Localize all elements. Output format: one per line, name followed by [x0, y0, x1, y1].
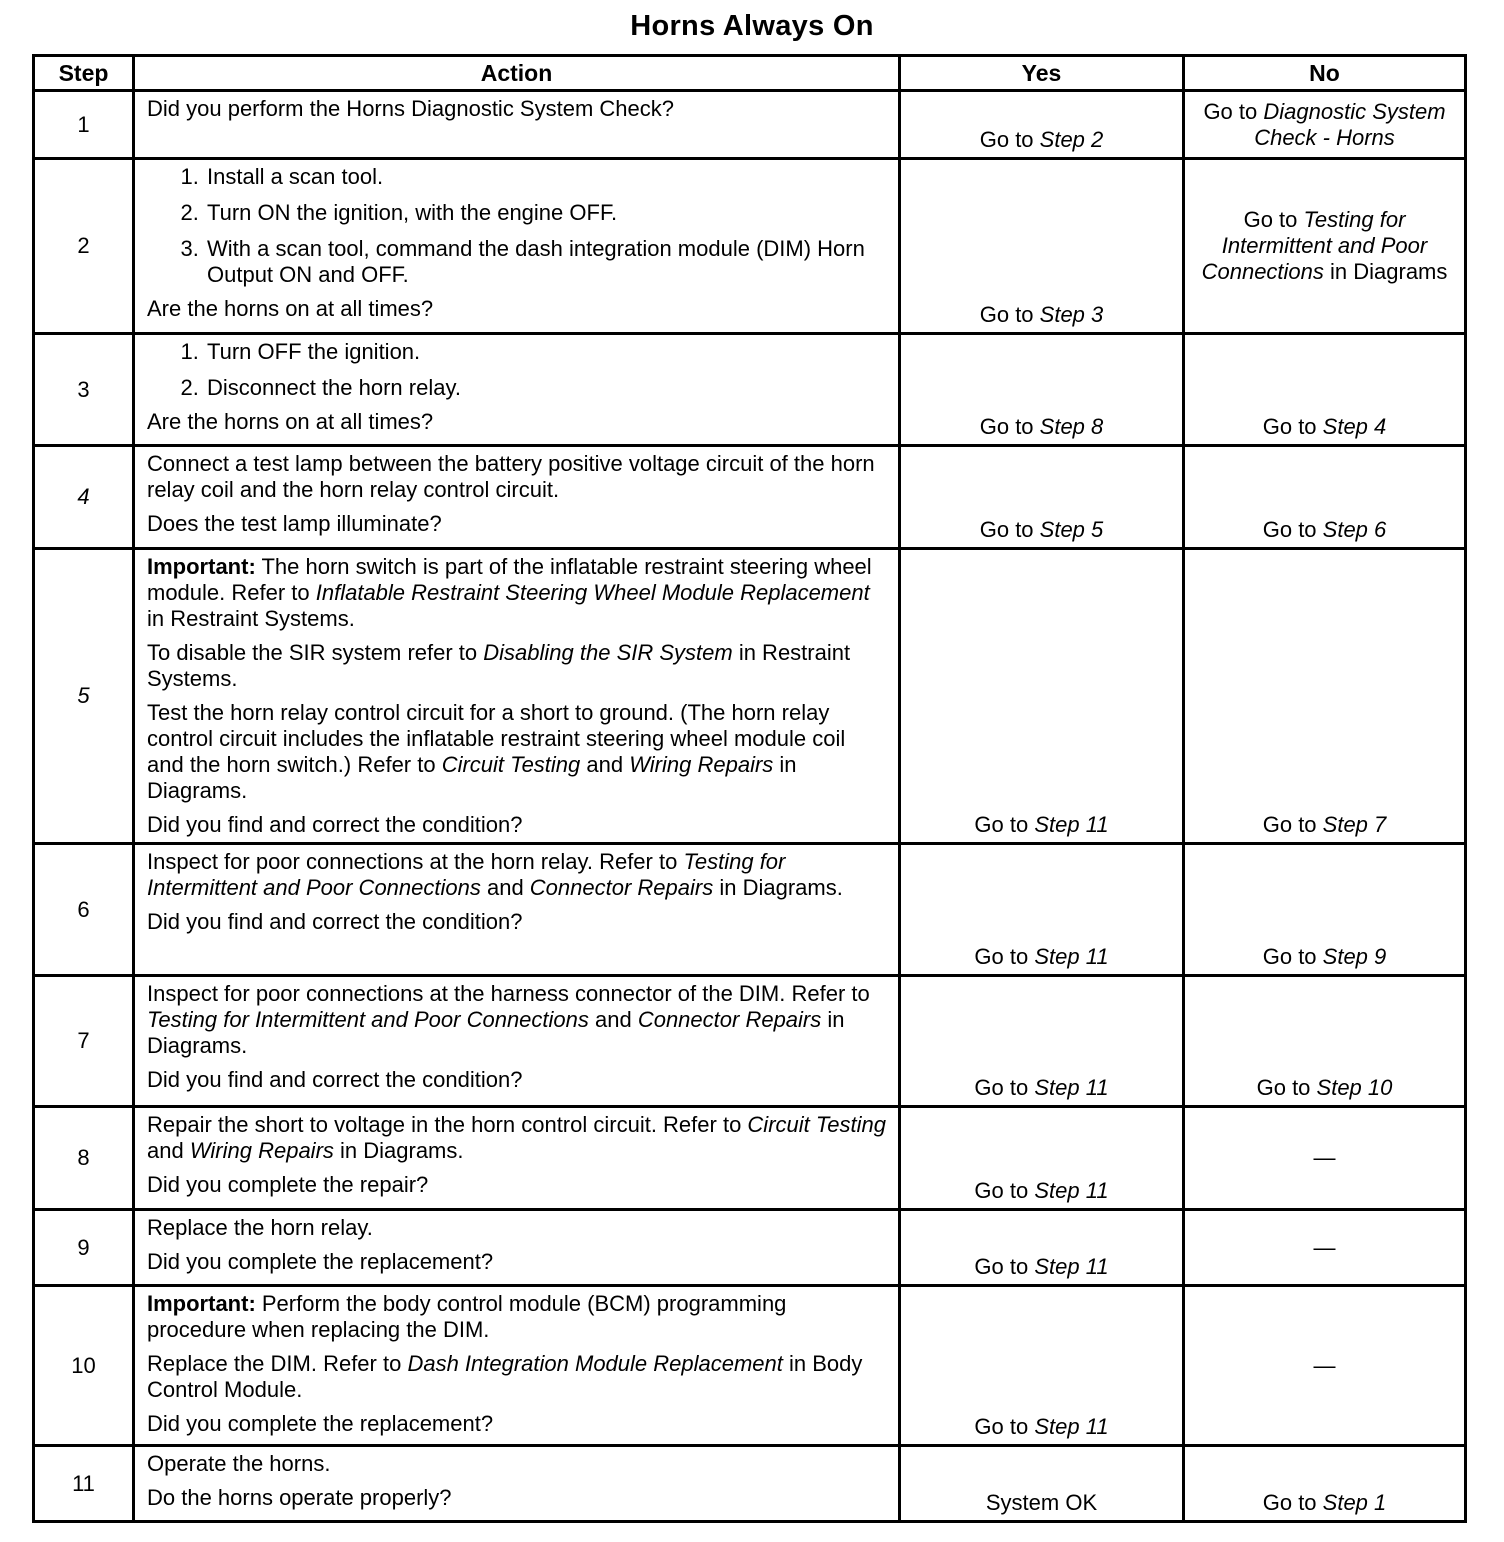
table-row: [34, 1286, 1466, 1446]
step-number: 7: [34, 976, 134, 1107]
yes-cell: [900, 446, 1184, 549]
table-row: [34, 91, 1466, 159]
yes-cell: [900, 159, 1184, 334]
table-row: [34, 446, 1466, 549]
no-link[interactable]: Step 7: [1322, 812, 1387, 837]
action-cell: [134, 1446, 900, 1522]
action-question: Did you find and correct the condition?: [147, 812, 523, 837]
action-cell: [134, 159, 900, 334]
no-cell: [1184, 1446, 1466, 1522]
text-part: Repair the short to voltage in the horn control circuit. Refer to: [147, 1112, 748, 1137]
action-question: Does the test lamp illuminate?: [147, 511, 442, 536]
text-part: Inspect for poor connections at the horn relay. Refer to: [147, 849, 684, 874]
no-link[interactable]: Step 6: [1322, 517, 1387, 542]
action-text: Connect a test lamp between the battery positive voltage circuit of the horn relay coil and the horn relay control circuit.: [147, 451, 875, 502]
reference-suffix: in Diagrams.: [147, 1007, 845, 1058]
yes-link[interactable]: Step 5: [1039, 517, 1104, 542]
action-question: Did you complete the repair?: [147, 1172, 429, 1197]
no-cell: [1184, 844, 1466, 976]
yes-prefix: Go to: [979, 127, 1040, 152]
yes-cell: [900, 1107, 1184, 1210]
header-action: Action: [134, 56, 900, 91]
action-cell: [134, 1107, 900, 1210]
reference-link[interactable]: Disabling the SIR System: [483, 640, 733, 665]
yes-prefix: Go to: [979, 302, 1040, 327]
reference-suffix: in Restraint Systems.: [147, 640, 851, 691]
step-number: 5: [34, 549, 134, 844]
action-text: Operate the horns.: [147, 1451, 331, 1476]
action-cell: [134, 1286, 900, 1446]
header-no: No: [1184, 56, 1466, 91]
page-title: Horns Always On: [630, 10, 874, 42]
yes-cell: [900, 1210, 1184, 1286]
action-cell: [134, 549, 900, 844]
table-row: [34, 1210, 1466, 1286]
no-dash: —: [1313, 1352, 1336, 1378]
list-item: 1. Turn OFF the ignition.: [205, 339, 886, 365]
yes-prefix: Go to: [979, 414, 1040, 439]
table-row: [34, 334, 1466, 446]
no-prefix: Go to: [1243, 207, 1304, 232]
yes-cell: [900, 549, 1184, 844]
no-cell: [1184, 334, 1466, 446]
yes-cell: [900, 334, 1184, 446]
yes-prefix: Go to: [974, 1178, 1035, 1203]
reference-link[interactable]: Testing for Intermittent and Poor Connections: [147, 1007, 589, 1032]
no-link[interactable]: Step 4: [1322, 414, 1387, 439]
instruction-list: [147, 164, 886, 288]
yes-link[interactable]: Step 11: [1034, 1254, 1109, 1279]
no-suffix: in Diagrams: [1323, 259, 1448, 284]
action-text: [147, 640, 886, 692]
reference-link[interactable]: Inflatable Restraint Steering Wheel Module Replacement: [315, 580, 870, 605]
action-cell: [134, 91, 900, 159]
reference-link[interactable]: Wiring Repairs: [189, 1138, 334, 1163]
diagnostic-table: [32, 54, 1467, 1523]
text-part: and: [480, 875, 530, 900]
action-question: Do the horns operate properly?: [147, 1485, 452, 1510]
yes-cell: [900, 976, 1184, 1107]
reference-link[interactable]: Testing for Intermittent and Poor Connections: [147, 849, 786, 900]
text-part: and: [588, 1007, 638, 1032]
step-number: 1: [34, 91, 134, 159]
no-link[interactable]: Testing for Intermittent and Poor Connections: [1201, 207, 1428, 284]
yes-cell: [900, 91, 1184, 159]
header-step: Step: [34, 56, 134, 91]
text-part: and: [580, 752, 630, 777]
reference-link[interactable]: Connector Repairs: [529, 875, 714, 900]
action-text: [147, 1351, 886, 1403]
no-cell: [1184, 159, 1466, 334]
no-prefix: Go to: [1262, 812, 1323, 837]
important-text: The horn switch is part of the inflatable restraint steering wheel module. Refer to: [147, 554, 872, 605]
action-question: Did you find and correct the condition?: [147, 909, 523, 934]
action-cell: [134, 844, 900, 976]
instruction-list: [147, 339, 886, 401]
step-number: 6: [34, 844, 134, 976]
no-cell: [1184, 1107, 1466, 1210]
table-row: [34, 976, 1466, 1107]
step-number: 10: [34, 1286, 134, 1446]
header-yes: Yes: [900, 56, 1184, 91]
reference-link[interactable]: Circuit Testing: [747, 1112, 886, 1137]
step-number: 9: [34, 1210, 134, 1286]
yes-link[interactable]: Step 11: [1034, 944, 1109, 969]
important-label: Important:: [147, 1291, 256, 1316]
table-row: [34, 159, 1466, 334]
no-cell: [1184, 1210, 1466, 1286]
yes-link[interactable]: Step 2: [1039, 127, 1104, 152]
no-dash: —: [1313, 1234, 1336, 1260]
no-cell: [1184, 1286, 1466, 1446]
yes-link[interactable]: Step 11: [1034, 1178, 1109, 1203]
step-number: 3: [34, 334, 134, 446]
yes-cell: [900, 1286, 1184, 1446]
step-number: 8: [34, 1107, 134, 1210]
no-cell: [1184, 446, 1466, 549]
reference-suffix: in Diagrams.: [713, 875, 843, 900]
no-link[interactable]: Step 10: [1316, 1075, 1393, 1100]
reference-link[interactable]: Dash Integration Module Replacement: [407, 1351, 783, 1376]
list-item: 3. With a scan tool, command the dash integration module (DIM) Horn Output ON and OFF.: [205, 236, 886, 288]
action-question: Did you perform the Horns Diagnostic System Check?: [147, 96, 674, 121]
no-cell: [1184, 91, 1466, 159]
important-text: Perform the body control module (BCM) programming procedure when replacing the DIM.: [147, 1291, 787, 1342]
reference-suffix: in Body Control Module.: [147, 1351, 863, 1402]
action-cell: [134, 976, 900, 1107]
list-item: 1. Install a scan tool.: [205, 164, 886, 190]
yes-link[interactable]: Step 11: [1034, 812, 1109, 837]
yes-prefix: Go to: [979, 517, 1040, 542]
reference-link[interactable]: Circuit Testing: [441, 752, 581, 777]
text-part: Inspect for poor connections at the harness connector of the DIM. Refer to: [147, 981, 870, 1006]
no-prefix: Go to: [1262, 517, 1323, 542]
reference-link[interactable]: Connector Repairs: [637, 1007, 822, 1032]
yes-cell: [900, 1446, 1184, 1522]
step-number: 11: [34, 1446, 134, 1522]
action-cell: [134, 1210, 900, 1286]
table-row: [34, 844, 1466, 976]
list-item: 2. Turn ON the ignition, with the engine OFF.: [205, 200, 886, 226]
action-text: Replace the horn relay.: [147, 1215, 373, 1240]
action-question: Are the horns on at all times?: [147, 409, 434, 434]
yes-result: System OK: [985, 1490, 1098, 1515]
action-text: [147, 1112, 886, 1164]
no-prefix: Go to: [1203, 98, 1264, 124]
action-cell: [134, 334, 900, 446]
no-cell: [1184, 976, 1466, 1107]
action-question: Did you find and correct the condition?: [147, 1067, 523, 1092]
no-cell: [1184, 549, 1466, 844]
reference-suffix: in Diagrams.: [333, 1138, 464, 1163]
action-cell: [134, 446, 900, 549]
action-question: Did you complete the replacement?: [147, 1411, 494, 1436]
text-part: and: [147, 1138, 190, 1163]
no-dash: —: [1313, 1145, 1336, 1170]
action-text: [147, 981, 886, 1059]
no-prefix: Go to: [1262, 414, 1323, 439]
action-text: [147, 700, 886, 804]
text-part: To disable the SIR system refer to: [147, 640, 484, 665]
header-row: [34, 56, 1466, 91]
action-question: Did you complete the replacement?: [147, 1249, 494, 1274]
step-number: 4: [34, 446, 134, 549]
reference-suffix: in Diagrams.: [147, 752, 797, 803]
yes-prefix: Go to: [974, 1414, 1035, 1439]
no-prefix: Go to: [1262, 1490, 1323, 1515]
no-prefix: Go to: [1262, 944, 1323, 969]
action-question: Are the horns on at all times?: [147, 296, 434, 321]
table-row: [34, 1446, 1466, 1522]
no-link[interactable]: Step 9: [1322, 944, 1387, 969]
reference-link[interactable]: Wiring Repairs: [629, 752, 774, 777]
list-item: 2. Disconnect the horn relay.: [205, 375, 886, 401]
step-number: 2: [34, 159, 134, 334]
yes-link[interactable]: Step 11: [1034, 1414, 1109, 1439]
table-row: [34, 549, 1466, 844]
important-note: [147, 1291, 886, 1343]
yes-link[interactable]: Step 3: [1039, 302, 1104, 327]
action-text: [147, 849, 886, 901]
yes-link[interactable]: Step 11: [1034, 1075, 1109, 1100]
important-label: Important:: [147, 554, 256, 579]
yes-prefix: Go to: [974, 1075, 1035, 1100]
yes-link[interactable]: Step 8: [1039, 414, 1104, 439]
yes-cell: [900, 844, 1184, 976]
yes-prefix: Go to: [974, 1254, 1035, 1279]
no-link[interactable]: Step 1: [1322, 1490, 1387, 1515]
reference-suffix: in Restraint Systems.: [147, 606, 355, 631]
no-prefix: Go to: [1256, 1075, 1317, 1100]
no-link[interactable]: Diagnostic System Check - Horns: [1254, 98, 1446, 150]
yes-prefix: Go to: [974, 812, 1035, 837]
text-part: Replace the DIM. Refer to: [147, 1351, 408, 1376]
table-row: [34, 1107, 1466, 1210]
yes-prefix: Go to: [974, 944, 1035, 969]
text-part: Test the horn relay control circuit for a short to ground. (The horn relay control circuit includes the inflatable restraint steering wheel module coil and the horn switch.) Refer to: [147, 700, 846, 777]
important-note: [147, 554, 886, 632]
